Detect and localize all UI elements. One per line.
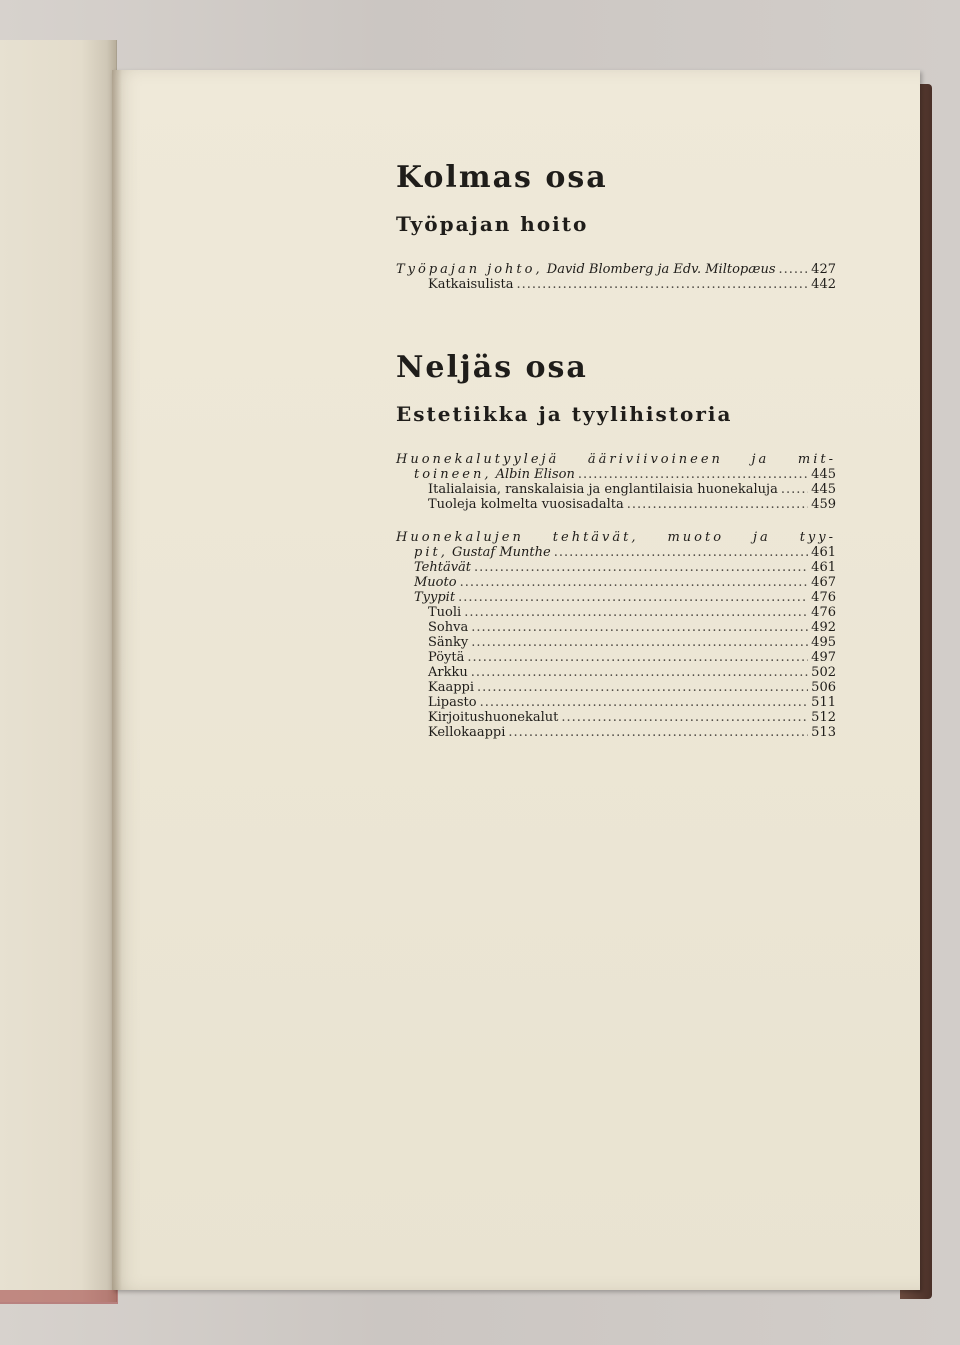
toc-entry bbox=[396, 545, 836, 560]
toc-entry bbox=[396, 605, 836, 620]
part-subtitle: Työpajan hoito bbox=[396, 212, 589, 236]
leader-dots bbox=[464, 605, 808, 620]
title-word: Huonekalujen bbox=[396, 530, 524, 545]
entry-label: Tuoleja kolmelta vuosisadalta bbox=[428, 497, 624, 512]
entry-label: Kellokaappi bbox=[428, 725, 506, 740]
toc-entry bbox=[396, 467, 836, 482]
entry-label: Tyypit bbox=[414, 590, 456, 605]
entry-label: toineen, Albin Elison bbox=[414, 467, 575, 482]
leader-dots bbox=[508, 725, 808, 740]
leader-dots bbox=[516, 277, 808, 292]
entry-label: Tehtävät bbox=[414, 560, 472, 575]
entry-label: Lipasto bbox=[428, 695, 477, 710]
page-number: 513 bbox=[811, 725, 836, 740]
page-number: 502 bbox=[811, 665, 836, 680]
page-number: 442 bbox=[811, 277, 836, 292]
title-word: mit- bbox=[797, 452, 836, 467]
leader-dots bbox=[561, 710, 808, 725]
toc-entry bbox=[396, 590, 836, 605]
part-three bbox=[396, 160, 836, 292]
page-number: 492 bbox=[811, 620, 836, 635]
toc-entry bbox=[396, 482, 836, 497]
toc-entry bbox=[396, 680, 836, 695]
toc-entry bbox=[396, 497, 836, 512]
title-word: ja bbox=[752, 530, 771, 545]
page-number: 497 bbox=[811, 650, 836, 665]
page-number: 476 bbox=[811, 605, 836, 620]
entry-label: pit, Gustaf Munthe bbox=[414, 545, 551, 560]
page-number: 511 bbox=[811, 695, 836, 710]
part-entries bbox=[396, 262, 836, 292]
entry-label: Pöytä bbox=[428, 650, 465, 665]
page-number: 467 bbox=[811, 575, 836, 590]
title-word: muoto bbox=[667, 530, 725, 545]
entry-label: Tuoli bbox=[428, 605, 462, 620]
table-of-contents bbox=[396, 160, 836, 740]
page-number: 445 bbox=[811, 482, 836, 497]
page-number: 512 bbox=[811, 710, 836, 725]
page-number: 427 bbox=[811, 262, 836, 277]
left-page bbox=[0, 40, 117, 1302]
title-word: ja bbox=[751, 452, 770, 467]
leader-dots bbox=[480, 695, 809, 710]
leader-dots bbox=[471, 665, 808, 680]
part-subtitle: Estetiikka ja tyylihistoria bbox=[396, 402, 733, 426]
leader-dots bbox=[474, 560, 808, 575]
entry-label: Sänky bbox=[428, 635, 469, 650]
entry-title-line bbox=[396, 452, 836, 467]
toc-entry bbox=[396, 725, 836, 740]
page-number: 459 bbox=[811, 497, 836, 512]
entry-label: Italialaisia, ranskalaisia ja englantilaisia huonekaluja bbox=[428, 482, 778, 497]
entry-label: Työpajan johto, David Blomberg ja Edv. Miltopæus bbox=[396, 262, 776, 277]
entry-label: Sohva bbox=[428, 620, 469, 635]
page-number: 476 bbox=[811, 590, 836, 605]
title-word: Huonekalutyylejä bbox=[396, 452, 560, 467]
toc-entry bbox=[396, 665, 836, 680]
entry-label: Kaappi bbox=[428, 680, 475, 695]
leader-dots bbox=[578, 467, 808, 482]
page-number: 461 bbox=[811, 560, 836, 575]
toc-entry bbox=[396, 650, 836, 665]
page-number: 495 bbox=[811, 635, 836, 650]
toc-entry bbox=[396, 277, 836, 292]
toc-entry bbox=[396, 262, 836, 277]
leader-dots bbox=[471, 620, 808, 635]
entry-label: Kirjoitushuonekalut bbox=[428, 710, 559, 725]
leader-dots bbox=[779, 262, 809, 277]
title-word: tehtävät, bbox=[552, 530, 639, 545]
toc-entry bbox=[396, 710, 836, 725]
leader-dots bbox=[627, 497, 808, 512]
entry-title-line bbox=[396, 530, 836, 545]
entry-label: Arkku bbox=[428, 665, 468, 680]
toc-entry bbox=[396, 575, 836, 590]
page-number: 506 bbox=[811, 680, 836, 695]
part-four bbox=[396, 350, 836, 740]
part-entries bbox=[396, 452, 836, 740]
leader-dots bbox=[460, 575, 809, 590]
leader-dots bbox=[467, 650, 808, 665]
part-title: Neljäs osa bbox=[396, 350, 588, 385]
leader-dots bbox=[471, 635, 808, 650]
left-page-binding bbox=[0, 1290, 118, 1304]
leader-dots bbox=[554, 545, 808, 560]
entry-label: Muoto bbox=[414, 575, 457, 590]
toc-entry bbox=[396, 695, 836, 710]
part-title: Kolmas osa bbox=[396, 160, 608, 195]
title-word: tyy- bbox=[799, 530, 836, 545]
leader-dots bbox=[477, 680, 808, 695]
page-number: 445 bbox=[811, 467, 836, 482]
page-number: 461 bbox=[811, 545, 836, 560]
entry-label: Katkaisulista bbox=[428, 277, 514, 292]
toc-entry bbox=[396, 620, 836, 635]
leader-dots bbox=[781, 482, 808, 497]
page-gutter bbox=[112, 70, 122, 1290]
toc-entry bbox=[396, 635, 836, 650]
title-word: ääriviivoineen bbox=[587, 452, 723, 467]
toc-entry bbox=[396, 560, 836, 575]
leader-dots bbox=[458, 590, 808, 605]
